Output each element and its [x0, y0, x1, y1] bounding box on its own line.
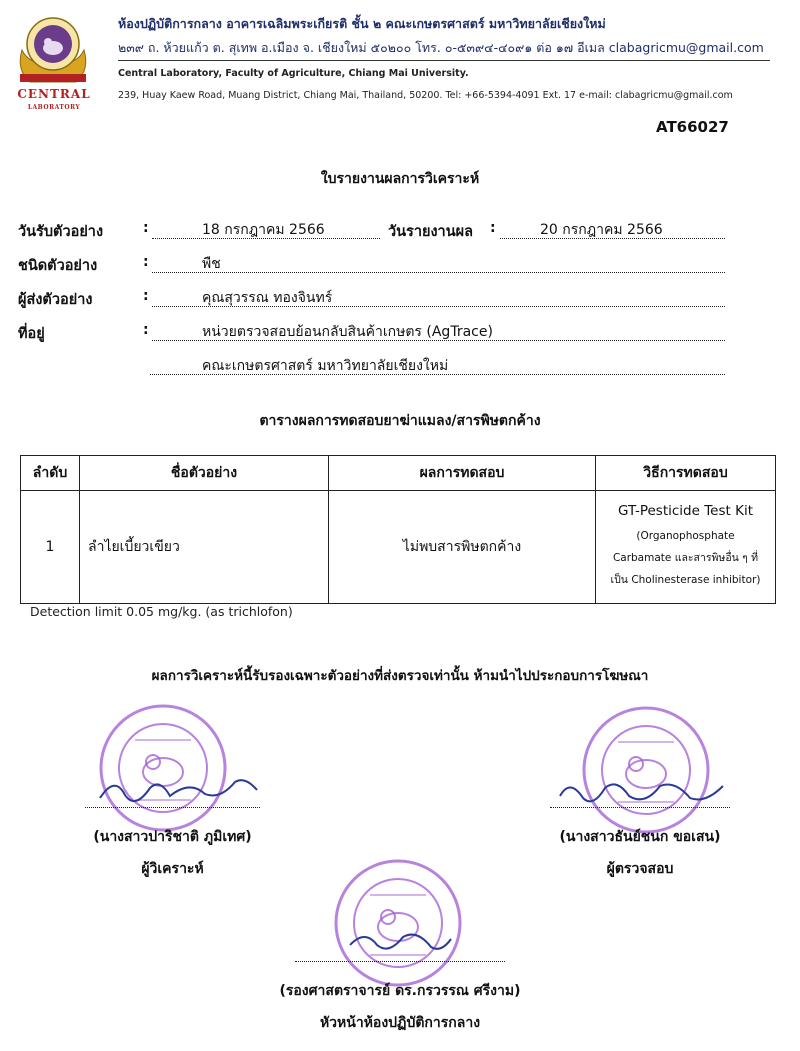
sender-value: คุณสุวรรณ ทองจินทร์: [202, 290, 333, 306]
logo-text: CENTRAL LABORATORY: [17, 87, 91, 111]
received-date-value: 18 กรกฎาคม 2566: [202, 222, 325, 238]
analyst-name: (นางสาวปาริชาติ ภูมิเทศ): [93, 829, 252, 845]
header-english-line-1: Central Laboratory, Faculty of Agriculture, Chiang Mai University.: [118, 68, 469, 79]
header-thai-line-2: ๒๓๙ ถ. ห้วยแก้ว ต. สุเทพ อ.เมือง จ. เชียงใหม่ ๕๐๒๐๐ โทร. ๐-๕๓๙๔-๔๐๙๑ ต่อ ๑๗ อีเมล clabagricmu@gmail.com: [118, 40, 764, 55]
col-header-sample-name: ชื่อตัวอย่าง: [80, 456, 329, 491]
sample-type-label: ชนิดตัวอย่าง: [18, 258, 98, 274]
report-date-label: วันรายงานผล: [388, 224, 473, 240]
colon: :: [143, 288, 149, 304]
signature-line: [295, 960, 505, 962]
colon: :: [143, 322, 149, 338]
detection-limit: Detection limit 0.05 mg/kg. (as trichlofon): [30, 604, 293, 619]
method-main: GT-Pesticide Test Kit: [617, 503, 753, 519]
colon: :: [490, 220, 496, 236]
signature-line: [550, 806, 730, 808]
header-divider: [118, 60, 770, 61]
report-id: AT66027: [656, 118, 729, 136]
col-header-method: วิธีการทดสอบ: [596, 456, 776, 491]
received-date-label: วันรับตัวอย่าง: [18, 224, 104, 240]
col-header-result: ผลการทดสอบ: [329, 456, 596, 491]
cell-sample-name: ลำไยเบี้ยวเขียว: [80, 491, 329, 604]
table-row: [21, 491, 776, 604]
colon: :: [143, 254, 149, 270]
header-english-line-2: 239, Huay Kaew Road, Muang District, Chiang Mai, Thailand, 50200. Tel: +66-5394-4091 Ext. 17 e-mail: clabagricmu@gmail.com: [118, 90, 733, 101]
sample-type-value: พืช: [202, 256, 221, 272]
cell-no: 1: [21, 491, 80, 604]
header-thai-line-1: ห้องปฏิบัติการกลาง อาคารเฉลิมพระเกียรติ ชั้น ๒ คณะเกษตรศาสตร์ มหาวิทยาลัยเชียงใหม่: [118, 16, 606, 31]
cell-result: ไม่พบสารพิษตกค้าง: [329, 491, 596, 604]
address-line-2: คณะเกษตรศาสตร์ มหาวิทยาลัยเชียงใหม่: [202, 358, 449, 374]
reviewer-role: ผู้ตรวจสอบ: [606, 861, 674, 877]
col-header-no: ลำดับ: [21, 456, 80, 491]
official-seal-icon: [578, 702, 714, 838]
official-seal-icon: [95, 700, 231, 836]
signature-icon: [95, 770, 265, 810]
method-line-3: เป็น Cholinesterase inhibitor): [610, 574, 761, 586]
method-line-1: (Organophosphate: [636, 530, 735, 542]
official-seal-icon: [330, 855, 466, 991]
dotted-line: [152, 254, 725, 273]
central-lab-logo: [8, 12, 98, 111]
address-line-1: หน่วยตรวจสอบย้อนกลับสินค้าเกษตร (AgTrace): [202, 324, 493, 340]
sender-label: ผู้ส่งตัวอย่าง: [18, 292, 93, 308]
signature-icon: [345, 925, 455, 957]
cell-method: [596, 491, 776, 604]
report-title: ใบรายงานผลการวิเคราะห์: [320, 171, 480, 187]
head-name: (รองศาสตราจารย์ ดร.กรวรรณ ศรีงาม): [279, 983, 521, 999]
head-role: หัวหน้าห้องปฏิบัติการกลาง: [319, 1015, 481, 1031]
analyst-role: ผู้วิเคราะห์: [141, 861, 204, 877]
reviewer-name: (นางสาวธันย์ชนก ขอเสน): [559, 829, 721, 845]
report-date-value: 20 กรกฎาคม 2566: [540, 222, 663, 238]
address-label: ที่อยู่: [18, 326, 45, 342]
disclaimer: ผลการวิเคราะห์นี้รับรองเฉพาะตัวอย่างที่ส่งตรวจเท่านั้น ห้ามนำไปประกอบการโฆษณา: [151, 668, 649, 684]
colon: :: [143, 220, 149, 236]
table-header-row: [21, 456, 776, 491]
table-title: ตารางผลการทดสอบยาฆ่าแมลง/สารพิษตกค้าง: [259, 413, 541, 429]
method-line-2: Carbamate และสารพิษอื่น ๆ ที่: [612, 552, 759, 564]
results-table: [20, 455, 776, 604]
signature-line: [85, 806, 260, 808]
